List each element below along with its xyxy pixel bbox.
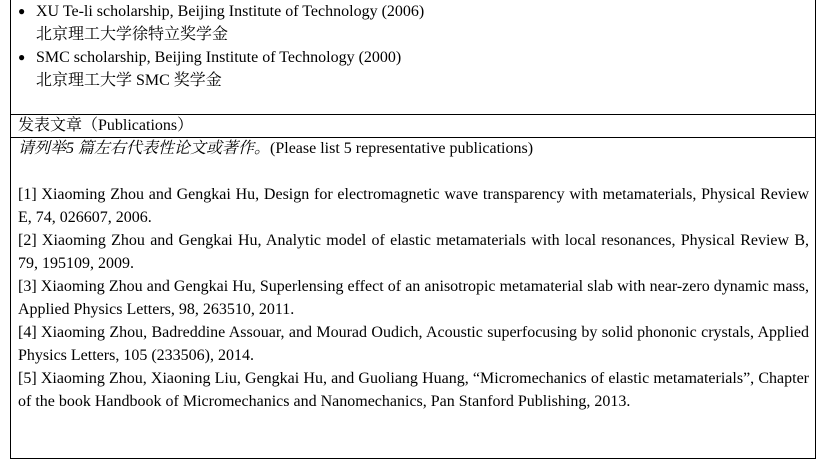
publication-item: [3] Xiaoming Zhou and Gengkai Hu, Superlensing effect of an anisotropic metamaterial slab with near-zero dynamic mass, Applied Physics Letters, 98, 263510, 2011. xyxy=(18,278,809,318)
bullet-icon: ● xyxy=(18,4,26,18)
publication-item: [5] Xiaoming Zhou, Xiaoning Liu, Gengkai Hu, and Guoliang Huang, “Micromechanics of elastic metamaterials”, Chapter of the book Handbook of Micromechanics and Nanomechanics, Pan Stanford Publishing, 2013. xyxy=(18,370,809,410)
table-border-right xyxy=(815,0,816,459)
award-name-en: XU Te-li scholarship, Beijing Institute of Technology (2006) xyxy=(36,3,425,20)
prompt-cn: 请列举5 篇左右代表性论文或著作。 xyxy=(18,140,271,157)
publication-item: [2] Xiaoming Zhou and Gengkai Hu, Analytic model of elastic metamaterials with local resonances, Physical Review B, 79, 195109, 2009. xyxy=(18,232,809,272)
prompt-en: (Please list 5 representative publications) xyxy=(270,140,534,157)
publications-prompt xyxy=(18,137,533,160)
award-name-en: SMC scholarship, Beijing Institute of Technology (2000) xyxy=(36,49,402,66)
award-item xyxy=(18,0,808,46)
award-item xyxy=(18,46,808,92)
publication-item: [4] Xiaoming Zhou, Badreddine Assouar, and Mourad Oudich, Acoustic superfocusing by solid phononic crystals, Applied Physics Letters, 105 (233506), 2014. xyxy=(18,324,809,364)
publication-item: [1] Xiaoming Zhou and Gengkai Hu, Design for electromagnetic wave transparency with metamaterials, Physical Review E, 74, 026607, 2006. xyxy=(18,186,809,226)
bullet-icon: ● xyxy=(18,50,26,64)
award-name-cn: 北京理工大学徐特立奖学金 xyxy=(36,26,229,43)
publications-list xyxy=(18,183,809,413)
awards-list xyxy=(18,0,808,92)
publications-title: 发表文章（Publications） xyxy=(18,117,194,134)
table-border-bottom xyxy=(10,458,816,459)
table-border-left xyxy=(10,0,11,459)
award-name-cn: 北京理工大学 SMC 奖学金 xyxy=(36,72,222,89)
